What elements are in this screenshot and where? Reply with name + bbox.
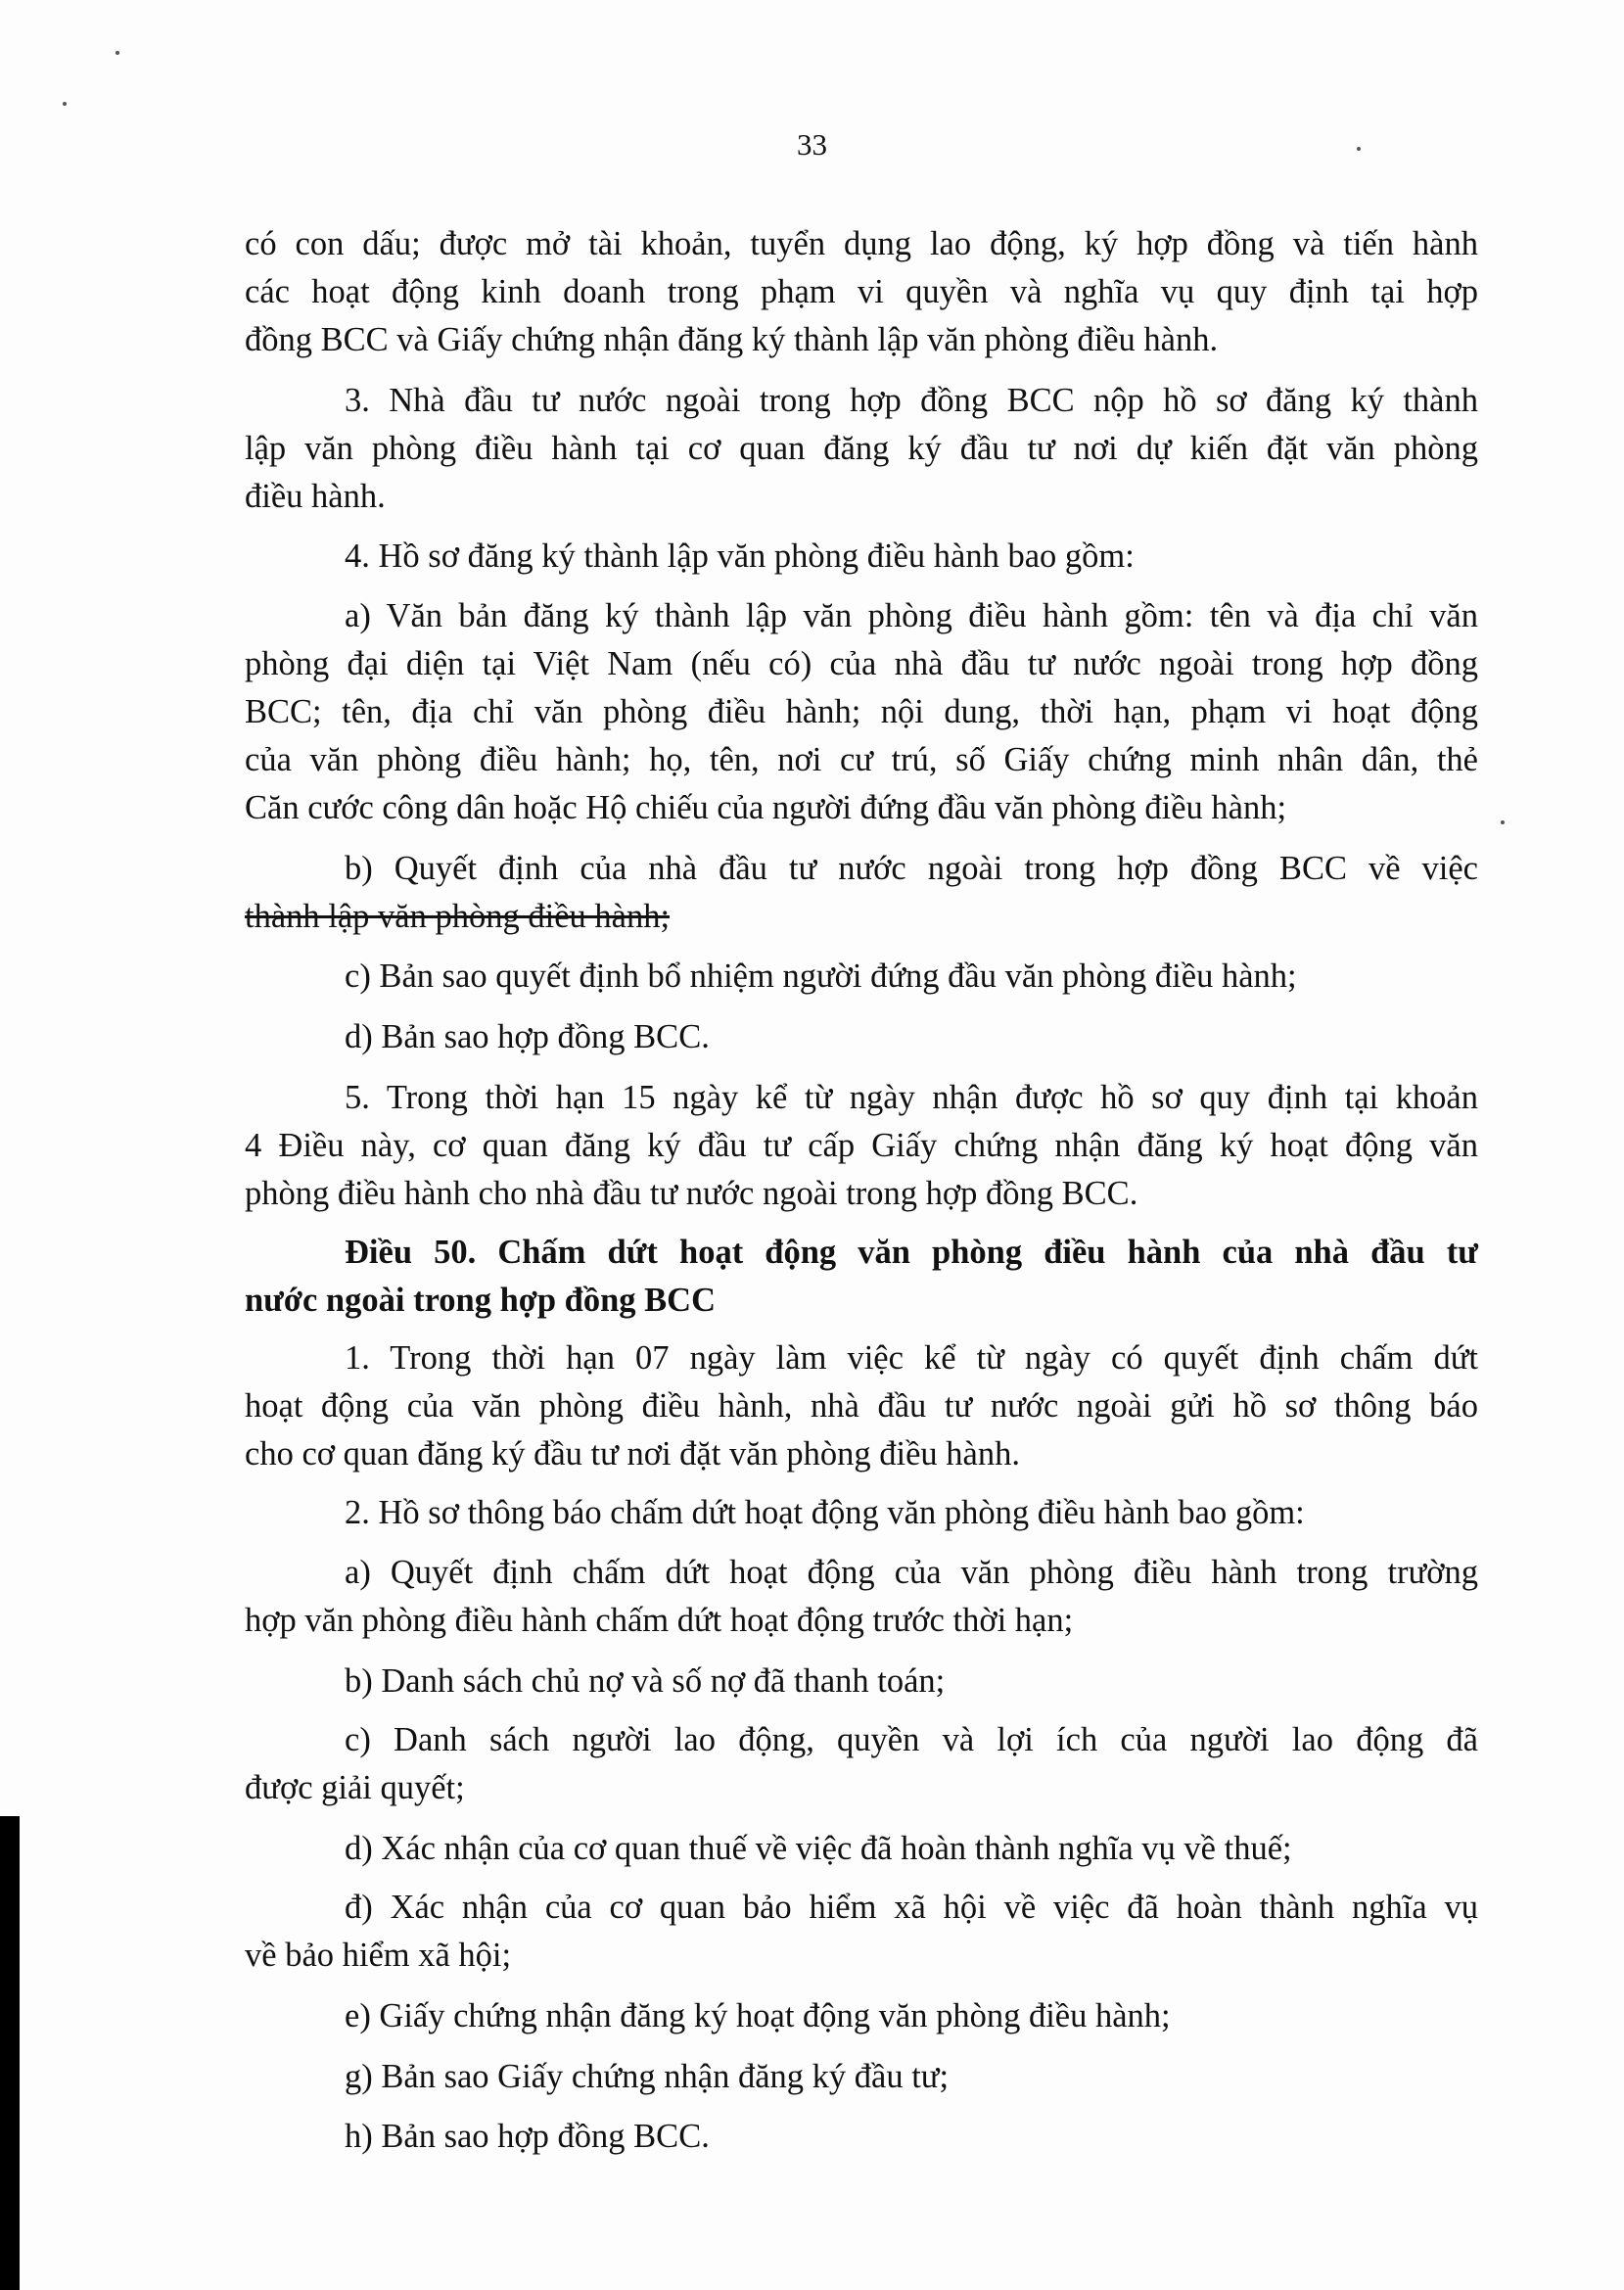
scan-speck [1501,820,1505,824]
text-line: được giải quyết; [245,1769,465,1806]
text-line: 3. Nhà đầu tư nước ngoài trong hợp đồng BCC nộp hồ sơ đăng ký thành [345,382,1478,419]
text-line: a) Quyết định chấm dứt hoạt động của văn phòng điều hành trong trường [345,1554,1478,1591]
text-line: phòng điều hành cho nhà đầu tư nước ngoài trong hợp đồng BCC. [245,1175,1138,1212]
text-line: phòng đại diện tại Việt Nam (nếu có) của nhà đầu tư nước ngoài trong hợp đồng [245,645,1478,682]
text-line: d) Xác nhận của cơ quan thuế về việc đã hoàn thành nghĩa vụ về thuế; [345,1830,1292,1867]
scan-edge-bar [0,1816,20,2290]
text-line: c) Bản sao quyết định bổ nhiệm người đứng đầu văn phòng điều hành; [345,958,1297,995]
text-line: lập văn phòng điều hành tại cơ quan đăng ký đầu tư nơi dự kiến đặt văn phòng [245,430,1478,467]
text-line: g) Bản sao Giấy chứng nhận đăng ký đầu tư; [345,2058,950,2095]
text-line: b) Danh sách chủ nợ và số nợ đã thanh toán; [345,1662,946,1700]
text-line: có con dấu; được mở tài khoản, tuyển dụng lao động, ký hợp đồng và tiến hành [245,225,1478,262]
page-number: 33 [797,127,827,162]
text-line: 2. Hồ sơ thông báo chấm dứt hoạt động văn phòng điều hành bao gồm: [345,1494,1305,1531]
text-line: các hoạt động kinh doanh trong phạm vi quyền và nghĩa vụ quy định tại hợp [245,273,1478,310]
text-line: hoạt động của văn phòng điều hành, nhà đầu tư nước ngoài gửi hồ sơ thông báo [245,1387,1478,1425]
text-line: d) Bản sao hợp đồng BCC. [345,1018,710,1055]
text-line: đ) Xác nhận của cơ quan bảo hiểm xã hội về việc đã hoàn thành nghĩa vụ [345,1889,1478,1926]
scan-speck [116,51,119,55]
text-line-struck: thành lập văn phòng điều hành; [245,898,671,935]
text-line: h) Bản sao hợp đồng BCC. [345,2118,710,2155]
text-line: hợp văn phòng điều hành chấm dứt hoạt động trước thời hạn; [245,1602,1074,1639]
text-line: về bảo hiểm xã hội; [245,1937,512,1974]
article-heading: nước ngoài trong hợp đồng BCC [245,1282,717,1319]
article-heading: Điều 50. Chấm dứt hoạt động văn phòng điều hành của nhà đầu tư [345,1234,1478,1271]
text-line: của văn phòng điều hành; họ, tên, nơi cư trú, số Giấy chứng minh nhân dân, thẻ [245,741,1478,778]
text-line: BCC; tên, địa chỉ văn phòng điều hành; nội dung, thời hạn, phạm vi hoạt động [245,693,1478,730]
text-line: 5. Trong thời hạn 15 ngày kể từ ngày nhận được hồ sơ quy định tại khoản [345,1079,1478,1116]
text-line: c) Danh sách người lao động, quyền và lợi ích của người lao động đã [345,1721,1478,1758]
text-line: điều hành. [245,478,386,515]
text-line: a) Văn bản đăng ký thành lập văn phòng điều hành gồm: tên và địa chỉ văn [345,597,1478,634]
text-line: cho cơ quan đăng ký đầu tư nơi đặt văn phòng điều hành. [245,1435,1020,1472]
text-line: 1. Trong thời hạn 07 ngày làm việc kể từ ngày có quyết định chấm dứt [345,1339,1478,1377]
text-line: đồng BCC và Giấy chứng nhận đăng ký thành lập văn phòng điều hành. [245,321,1219,358]
text-line: Căn cước công dân hoặc Hộ chiếu của người đứng đầu văn phòng điều hành; [245,789,1287,826]
text-line: b) Quyết định của nhà đầu tư nước ngoài trong hợp đồng BCC về việc [345,850,1478,887]
scan-speck [63,102,67,106]
text-line: 4 Điều này, cơ quan đăng ký đầu tư cấp Giấy chứng nhận đăng ký hoạt động văn [245,1127,1478,1164]
text-line: 4. Hồ sơ đăng ký thành lập văn phòng điều hành bao gồm: [345,537,1135,575]
text-line: e) Giấy chứng nhận đăng ký hoạt động văn phòng điều hành; [345,1997,1171,2034]
